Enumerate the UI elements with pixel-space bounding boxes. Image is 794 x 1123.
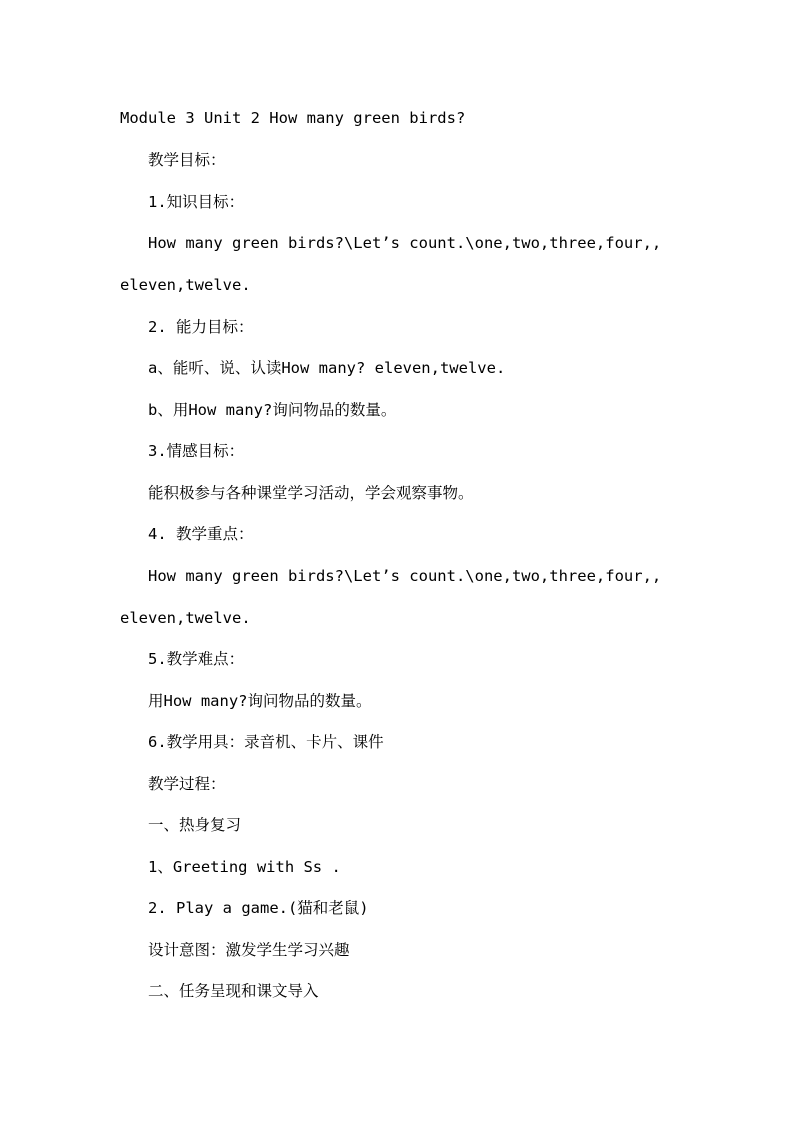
document-title: Module 3 Unit 2 How many green birds?: [120, 109, 466, 127]
key-points-text: How many green birds?\Let’s count.\one,two,three,four,,: [148, 567, 662, 585]
emotional-goal-text: 能积极参与各种课堂学习活动，学会观察事物。: [148, 484, 474, 502]
key-points-heading: 4. 教学重点：: [148, 525, 254, 543]
task-presentation-heading: 二、任务呈现和课文导入: [148, 982, 319, 1000]
key-points-text-continued: eleven,twelve.: [120, 609, 251, 627]
knowledge-goal-text-continued: eleven,twelve.: [120, 276, 251, 294]
warmup-step-1: 1、Greeting with Ss .: [148, 858, 341, 876]
warmup-step-2: 2. Play a game.(猫和老鼠): [148, 899, 369, 917]
emotional-goal-heading: 3.情感目标：: [148, 442, 245, 460]
ability-goal-b: b、用How many?询问物品的数量。: [148, 401, 397, 419]
warmup-heading: 一、热身复习: [148, 816, 242, 834]
knowledge-goal-heading: 1.知识目标：: [148, 193, 245, 211]
design-intent: 设计意图：激发学生学习兴趣: [148, 941, 350, 959]
teaching-aids: 6.教学用具：录音机、卡片、课件: [148, 733, 384, 751]
ability-goal-heading: 2. 能力目标：: [148, 318, 254, 336]
teaching-process-heading: 教学过程：: [148, 775, 226, 793]
ability-goal-a: a、能听、说、认读How many? eleven,twelve.: [148, 359, 506, 377]
knowledge-goal-text: How many green birds?\Let’s count.\one,two,three,four,,: [148, 234, 662, 252]
section-heading-teaching-goals: 教学目标：: [148, 151, 226, 169]
difficult-points-text: 用How many?询问物品的数量。: [148, 692, 372, 710]
difficult-points-heading: 5.教学难点：: [148, 650, 245, 668]
